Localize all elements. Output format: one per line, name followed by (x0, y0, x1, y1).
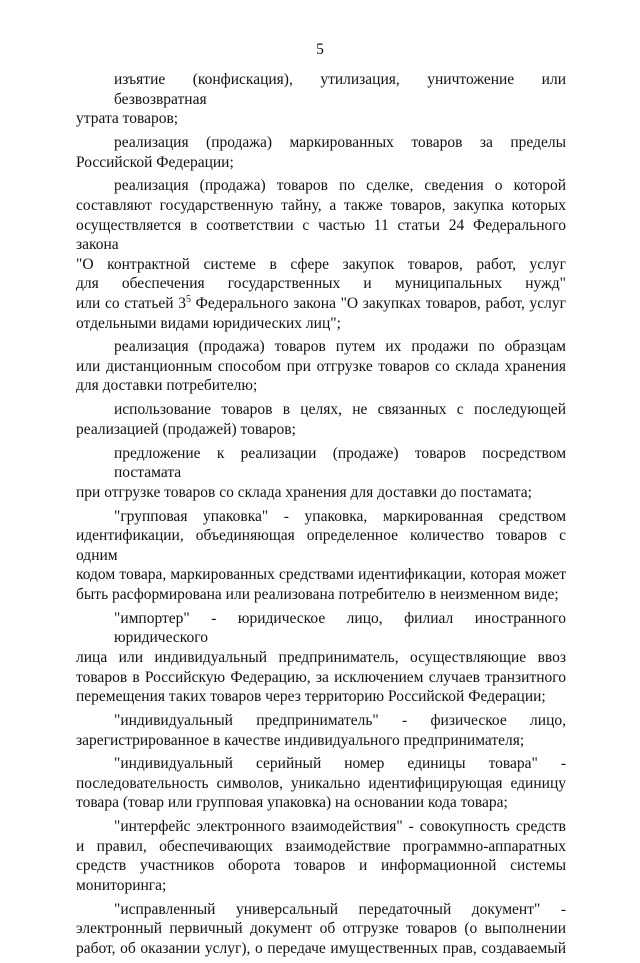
text-line: товаров в Российскую Федерацию, за исключением случаев транзитного (76, 668, 566, 686)
text-line: кодом товара, маркированных средствами идентификации, которая может (76, 566, 566, 584)
paragraph (76, 817, 566, 895)
text-line (76, 294, 566, 314)
document-body (76, 70, 566, 963)
text-line: Российской Федерации; (76, 153, 234, 171)
paragraph (76, 337, 566, 396)
text-line: товара (товар или групповая упаковка) на основании кода товара; (76, 794, 508, 812)
text-line: при отгрузке товаров со склада хранения для доставки до постамата; (76, 483, 532, 501)
text-line: использование товаров в целях, не связанных с последующей (114, 401, 566, 419)
text-line: перемещения таких товаров через территорию Российской Федерации; (76, 688, 546, 706)
text-line: утрата товаров; (76, 110, 179, 128)
text-line: реализация (продажа) товаров по сделке, сведения о которой (114, 177, 566, 195)
text-line: зарегистрированное в качестве индивидуального предпринимателя; (76, 731, 525, 749)
text-line: "исправленный универсальный передаточный документ" - (114, 900, 566, 918)
paragraph (76, 400, 566, 439)
text-line: "групповая упаковка" - упаковка, маркированная средством (114, 507, 566, 525)
paragraph (76, 176, 566, 333)
text-line: "импортер" - юридическое лицо, филиал иностранного юридического (114, 609, 566, 647)
text-line: работ, об оказании услуг), о передаче имущественных прав, создаваемый (76, 940, 566, 957)
text-line: мониторинга; (76, 877, 167, 895)
paragraph (76, 609, 566, 707)
paragraph (76, 444, 566, 503)
text-line: изъятие (конфискация), утилизация, уничтожение или безвозвратная (114, 71, 566, 108)
paragraph (76, 507, 566, 605)
paragraph (76, 133, 566, 172)
text-line: осуществляется в соответствии с частью 11 статьи 24 Федерального закона (76, 216, 566, 254)
paragraph (76, 900, 566, 959)
text-line: последовательность символов, уникально идентифицирующая единицу (76, 774, 566, 792)
text-line: "индивидуальный предприниматель" - физическое лицо, (114, 711, 566, 729)
text-fragment: Федерального закона "О закупках товаров, работ, услуг (190, 294, 567, 312)
text-line: реализация (продажа) маркированных товаров за пределы (114, 133, 566, 151)
text-line: для доставки потребителю; (76, 377, 258, 395)
text-line: "индивидуальный серийный номер единицы товара" - (114, 755, 566, 773)
superscript: 5 (185, 293, 191, 305)
paragraph (76, 754, 566, 813)
text-line: составляют государственную тайну, а также товаров, закупка которых (76, 196, 566, 214)
text-line: лица или индивидуальный предприниматель, осуществляющие ввоз (76, 648, 566, 666)
text-line: и правил, обеспечивающих взаимодействие программно-аппаратных (76, 837, 566, 855)
text-line: реализация (продажа) товаров путем их продажи по образцам (114, 338, 566, 356)
paragraph (76, 70, 566, 129)
text-line: средств участников оборота товаров и информационной системы (76, 857, 566, 875)
text-line: или дистанционным способом при отгрузке товаров со склада хранения (76, 357, 566, 375)
text-fragment: или со статьей 3 (76, 294, 186, 312)
text-line: реализацией (продажей) товаров; (76, 420, 296, 438)
text-line: для обеспечения государственных и муниципальных нужд" (76, 275, 566, 293)
text-line: электронный первичный документ об отгрузке товаров (о выполнении (76, 920, 566, 938)
text-line: "интерфейс электронного взаимодействия" - совокупность средств (114, 818, 566, 836)
text-line: "О контрактной системе в сфере закупок товаров, работ, услуг (76, 255, 566, 273)
text-line: предложение к реализации (продаже) товаров посредством постамата (114, 444, 566, 482)
text-line: отдельными видами юридических лиц"; (76, 314, 341, 332)
page-number: 5 (316, 41, 324, 58)
paragraph (76, 711, 566, 750)
text-line: быть расформирована или реализована потребителю в неизменном виде; (76, 585, 559, 603)
text-line: идентификации, объединяющая определенное количество товаров с одним (76, 527, 566, 564)
